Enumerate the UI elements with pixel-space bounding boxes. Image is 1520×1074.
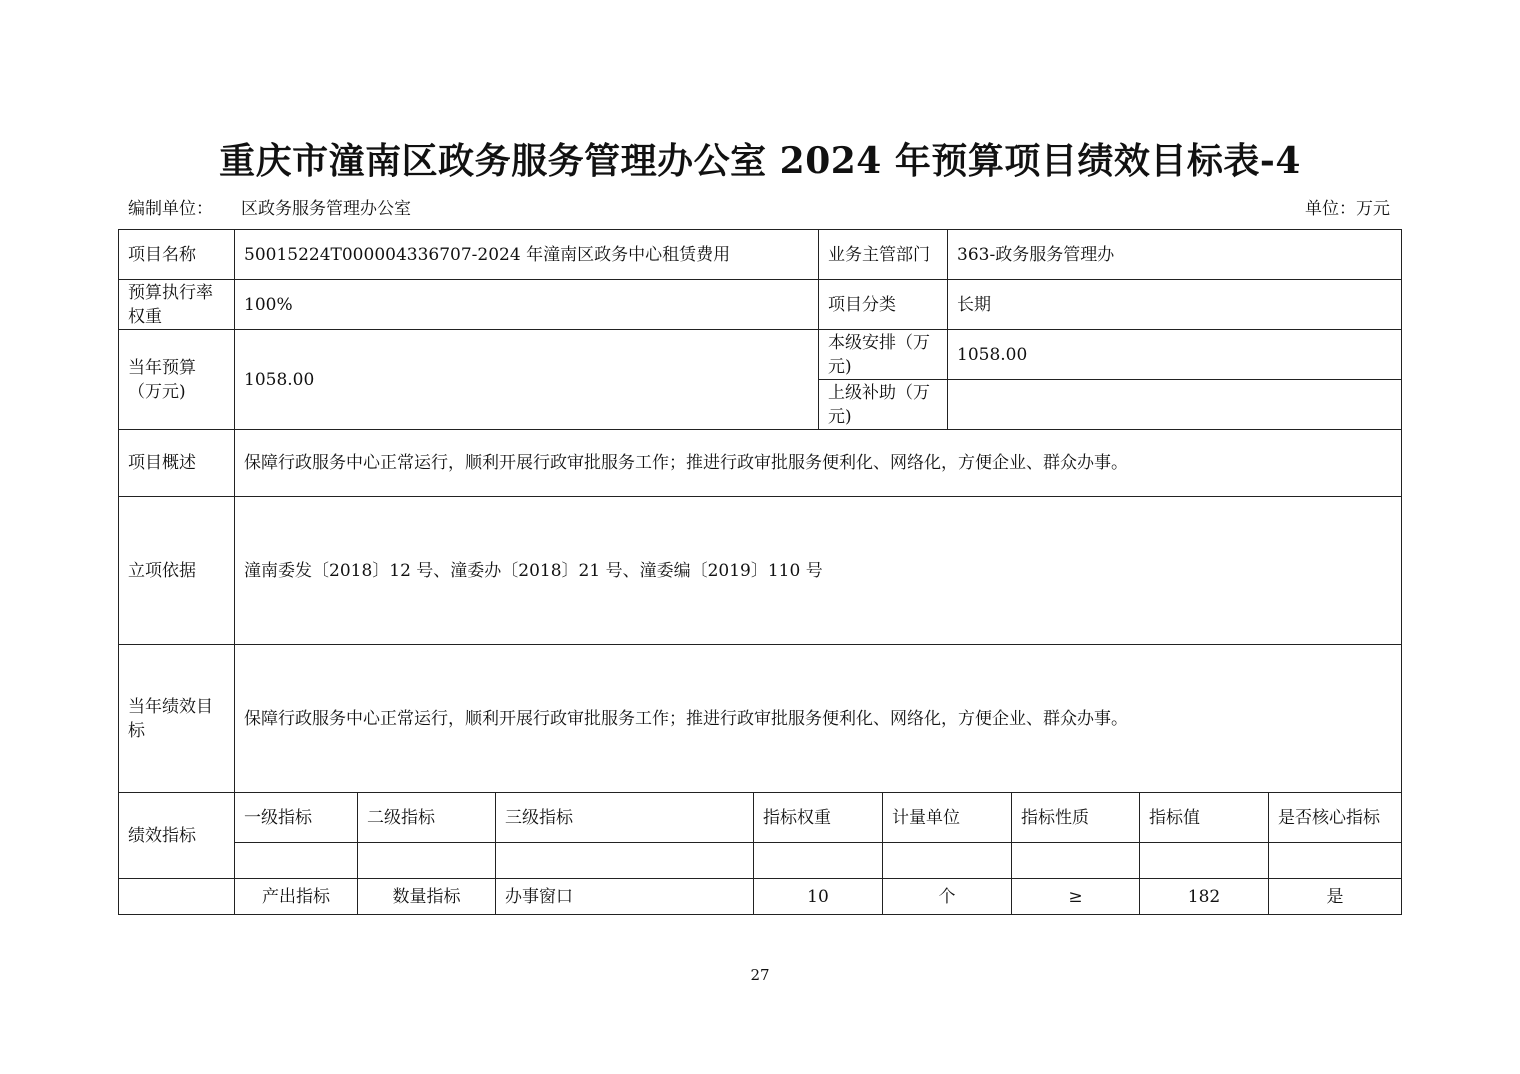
indicator-empty-cell (234, 842, 358, 879)
department-label: 业务主管部门 (818, 229, 948, 280)
superior-subsidy-label: 上级补助（万元) (818, 379, 948, 430)
compiler-line (128, 194, 411, 219)
indicator-unit: 个 (882, 878, 1012, 915)
compiler-label: 编制单位： (128, 199, 213, 219)
indicator-level2: 数量指标 (357, 878, 496, 915)
page-number: 27 (750, 966, 770, 984)
basis-value: 潼南委发〔2018〕12 号、潼委办〔2018〕21 号、潼委编〔2019〕110 号 (234, 496, 1402, 645)
category-label: 项目分类 (818, 279, 948, 330)
annual-goal-label: 当年绩效目标 (118, 644, 235, 793)
exec-rate-value: 100% (234, 279, 819, 330)
indicator-empty-cell (753, 842, 883, 879)
unit-label: 单位：万元 (1305, 199, 1390, 219)
annual-goal-value: 保障行政服务中心正常运行，顺利开展行政审批服务工作；推进行政审批服务便利化、网络化，方便企业、群众办事。 (234, 644, 1402, 793)
indicator-header-value: 指标值 (1139, 792, 1269, 843)
indicator-level1: 产出指标 (234, 878, 358, 915)
category-value: 长期 (947, 279, 1402, 330)
project-name-label: 项目名称 (118, 229, 235, 280)
local-arrangement-label: 本级安排（万元) (818, 329, 948, 380)
indicator-header-weight: 指标权重 (753, 792, 883, 843)
superior-subsidy-value (947, 379, 1402, 430)
budget-label: 当年预算（万元) (118, 329, 235, 430)
document-title: 重庆市潼南区政务服务管理办公室 2024 年预算项目绩效目标表-4 (219, 140, 1301, 182)
compiler-value: 区政务服务管理办公室 (241, 199, 411, 219)
indicator-weight: 10 (753, 878, 883, 915)
indicator-empty-cell (1011, 842, 1140, 879)
department-value: 363-政务服务管理办 (947, 229, 1402, 280)
indicator-row-blank (118, 878, 235, 915)
indicator-header-core: 是否核心指标 (1268, 792, 1402, 843)
indicator-header-nature: 指标性质 (1011, 792, 1140, 843)
indicator-header-level1: 一级指标 (234, 792, 358, 843)
indicator-empty-cell (357, 842, 496, 879)
overview-value: 保障行政服务中心正常运行，顺利开展行政审批服务工作；推进行政审批服务便利化、网络化，方便企业、群众办事。 (234, 429, 1402, 497)
budget-value: 1058.00 (234, 329, 819, 430)
indicator-header-level2: 二级指标 (357, 792, 496, 843)
indicator-header-unit: 计量单位 (882, 792, 1012, 843)
local-arrangement-value: 1058.00 (947, 329, 1402, 380)
indicator-empty-cell (882, 842, 1012, 879)
indicator-level3: 办事窗口 (495, 878, 754, 915)
indicator-nature: ≥ (1011, 878, 1140, 915)
indicator-header-level3: 三级指标 (495, 792, 754, 843)
indicators-label: 绩效指标 (118, 792, 235, 879)
overview-label: 项目概述 (118, 429, 235, 497)
indicator-empty-cell (495, 842, 754, 879)
indicator-core: 是 (1268, 878, 1402, 915)
indicator-value: 182 (1139, 878, 1269, 915)
exec-rate-label: 预算执行率权重 (118, 279, 235, 330)
basis-label: 立项依据 (118, 496, 235, 645)
project-name-value: 50015224T000004336707-2024 年潼南区政务中心租赁费用 (234, 229, 819, 280)
indicator-empty-cell (1268, 842, 1402, 879)
indicator-empty-cell (1139, 842, 1269, 879)
